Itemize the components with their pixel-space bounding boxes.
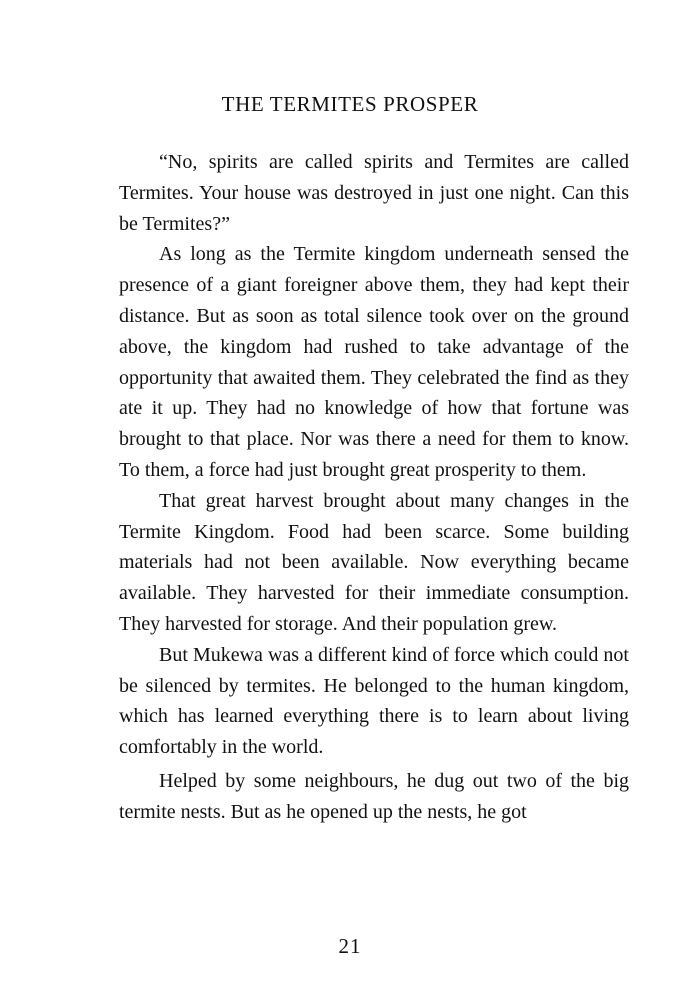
running-head: THE TERMITES PROSPER: [221, 92, 479, 116]
paragraph-4: But Mukewa was a different kind of force which could not be silenced by termites. He belonged to the human kingdom, which has learned everything there is to learn about living comfortably in the world.: [119, 643, 629, 759]
page-number: 21: [338, 934, 362, 958]
body-text: [119, 147, 629, 828]
paragraph-3: That great harvest brought about many changes in the Termite Kingdom. Food had been scarce. Some building materials had not been available. Now everything became available. They harvested for their immediate consumption. They harvested for storage. And their population grew.: [119, 489, 629, 635]
paragraph-2: As long as the Termite kingdom underneath sensed the presence of a giant foreigner above them, they had kept their distance. But as soon as total silence took over on the ground above, the kingdom had rushed to take advantage of the opportunity that awaited them. They celebrated the find as they ate it up. They had no knowledge of how that fortune was brought to that place. Nor was there a need for them to know. To them, a force had just brought great prosperity to them.: [119, 243, 629, 481]
paragraph-1: “No, spirits are called spirits and Termites are called Termites. Your house was destroyed in just one night. Can this be Termites?”: [119, 151, 629, 235]
paragraph-5: Helped by some neighbours, he dug out two of the big termite nests. But as he opened up the nests, he got: [119, 769, 629, 823]
